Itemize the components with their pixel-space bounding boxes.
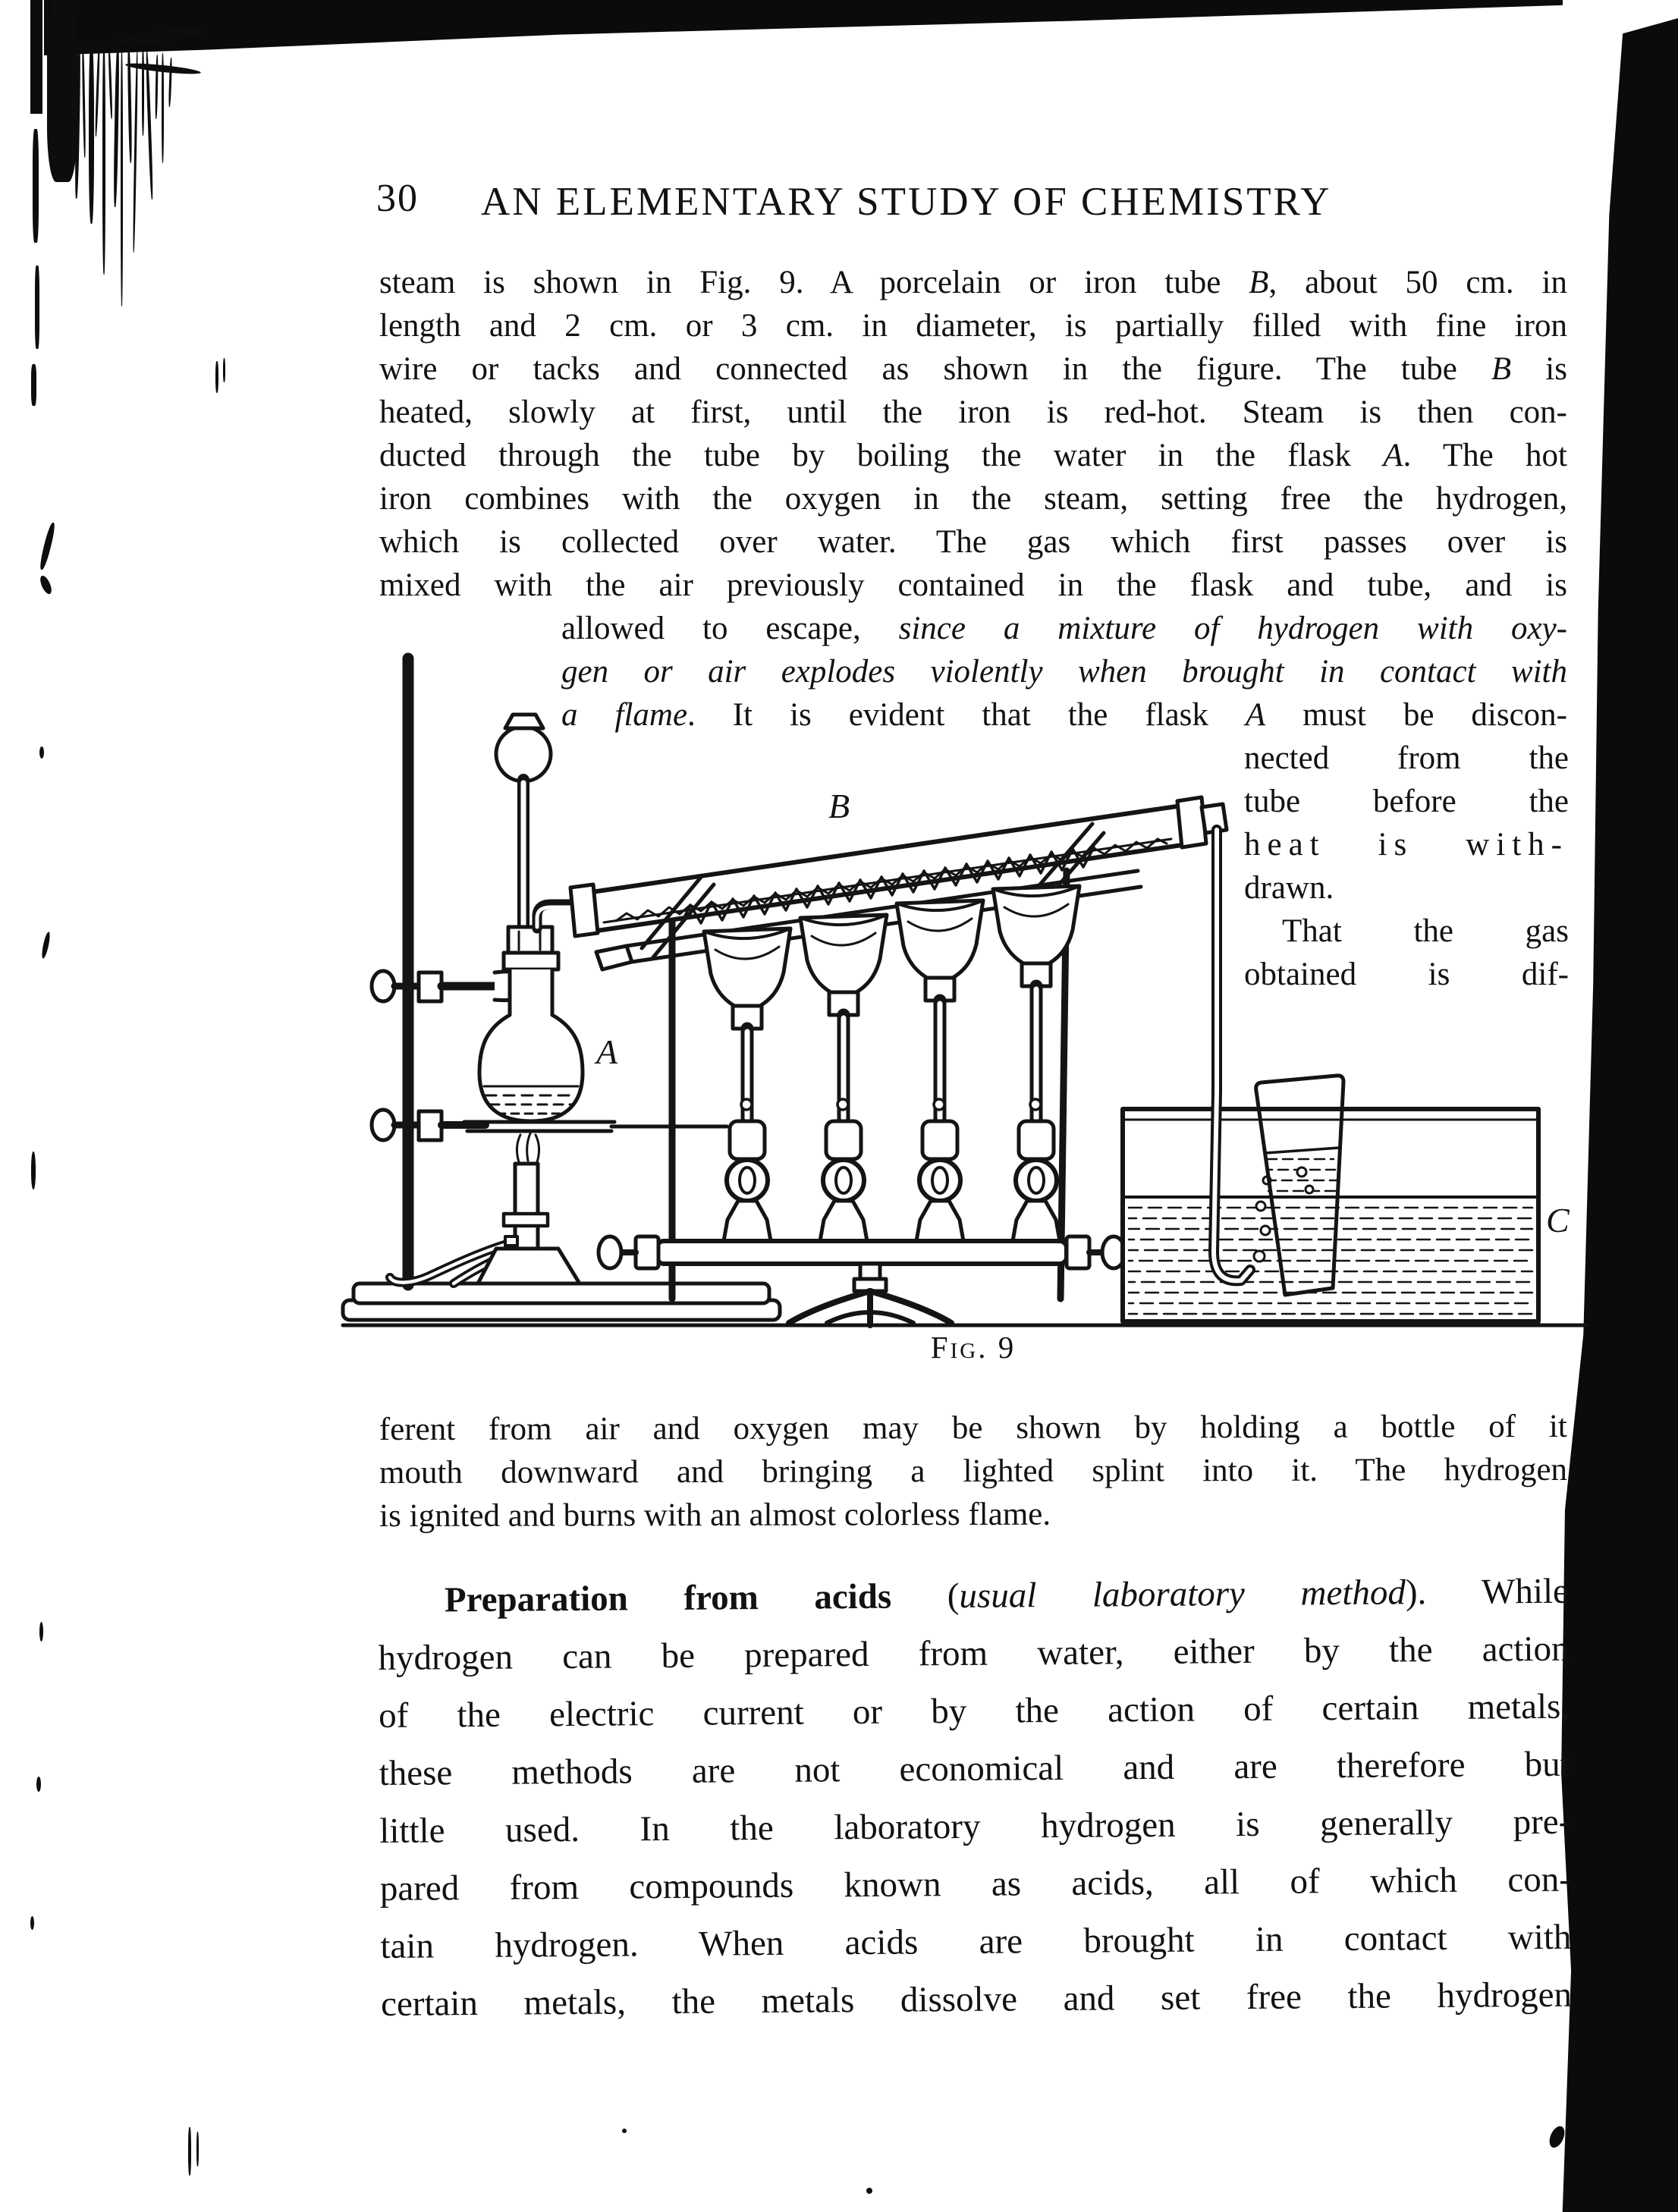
scan-mark: [40, 932, 51, 960]
scan-mark: [146, 52, 154, 200]
scan-mark: [1547, 2124, 1568, 2150]
scan-mark: [108, 47, 112, 119]
bunsen-burner: [390, 1132, 580, 1284]
text-line: gen or air explodes violently when brought in contact with: [561, 654, 1567, 690]
text-line: ferent from air and oxygen may be shown by holding a bottle of it: [379, 1408, 1567, 1448]
label-trough-c: C: [1546, 1201, 1570, 1240]
text-line: little used. In the laboratory hydrogen is generally pre-: [379, 1802, 1571, 1851]
text-line: heat is with-: [1244, 827, 1569, 862]
text-line: certain metals, the metals dissolve and set free the hydrogen: [380, 1975, 1573, 2024]
running-title: AN ELEMENTARY STUDY OF CHEMISTRY: [481, 180, 1332, 224]
scan-edge-top: [44, 0, 1563, 58]
text-line: wire or tacks and connected as shown in the figure. The tube B is: [379, 351, 1567, 387]
scan-mark: [30, 0, 42, 114]
scan-mark: [39, 1622, 43, 1642]
scan-mark: [31, 364, 36, 406]
scan-mark: [36, 1777, 41, 1792]
text-line: drawn.: [1244, 870, 1334, 906]
scan-mark: [30, 1916, 34, 1930]
scan-mark: [196, 2132, 199, 2166]
scan-mark: [142, 49, 144, 136]
scan-mark: [866, 2188, 872, 2194]
scan-mark: [89, 42, 94, 224]
flask-a-assembly: [479, 715, 583, 1121]
text-line: obtained is dif-: [1244, 957, 1569, 992]
scan-mark: [622, 2129, 627, 2133]
text-line: which is collected over water. The gas which first passes over is: [379, 524, 1567, 560]
scan-mark: [223, 358, 225, 382]
scan-mark: [47, 0, 77, 182]
text-line: hydrogen can be prepared from water, either by the action: [378, 1629, 1570, 1679]
text-line: is ignited and burns with an almost colorless flame.: [379, 1496, 1051, 1535]
scan-mark: [188, 2127, 191, 2176]
text-line: these methods are not economical and are therefore but: [379, 1744, 1570, 1794]
scan-mark: [33, 129, 39, 243]
paragraph-preparation-from-acids: [378, 1563, 1573, 2033]
paragraph-steam-method: [379, 261, 1567, 607]
scan-mark: [215, 361, 218, 393]
text-line: length and 2 cm. or 3 cm. in diameter, is partially filled with fine iron: [379, 308, 1567, 344]
label-flask-a: A: [596, 1032, 618, 1071]
text-line: nected from the: [1244, 740, 1569, 776]
text-line: mouth downward and bringing a lighted splint into it. The hydrogen: [379, 1451, 1568, 1491]
scan-mark: [113, 44, 120, 207]
label-tube-b: B: [828, 787, 850, 825]
figure-caption: Fig. 9: [930, 1330, 1017, 1365]
scan-mark: [38, 522, 56, 570]
scan-mark: [38, 574, 54, 595]
text-line: iron combines with the oxygen in the steam, setting free the hydrogen,: [379, 481, 1567, 517]
paragraph-after-figure: [379, 1405, 1567, 1538]
text-line: tube before the: [1244, 784, 1569, 819]
page-number: 30: [376, 177, 419, 220]
scan-mark: [168, 58, 172, 107]
text-line: That the gas: [1282, 913, 1569, 949]
tube-b: [570, 797, 1206, 957]
scan-mark: [133, 52, 139, 253]
text-line: of the electric current or by the action of certain metals,: [378, 1686, 1570, 1736]
retort-stand: [343, 658, 780, 1320]
scan-mark: [121, 49, 123, 306]
scan-mark: [35, 266, 39, 349]
text-line: a flame. It is evident that the flask A must be discon-: [561, 697, 1567, 733]
furnace-burners: [704, 886, 1079, 1241]
text-line: tain hydrogen. When acids are brought in contact with: [380, 1917, 1572, 1966]
scan-mark: [95, 46, 100, 137]
scan-mark: [39, 746, 44, 759]
scan-mark: [31, 1152, 36, 1189]
text-line: heated, slowly at first, until the iron is red-hot. Steam is then con-: [379, 394, 1567, 430]
text-line: pared from compounds known as acids, all of which con-: [379, 1859, 1572, 1909]
text-line: allowed to escape, since a mixture of hydrogen with oxy-: [561, 611, 1568, 646]
scan-mark: [82, 44, 86, 158]
text-line: ducted through the tube by boiling the water in the flask A. The hot: [379, 438, 1567, 473]
figure-9-apparatus: [334, 622, 1593, 1343]
text-line: Preparation from acids (usual laboratory method). While: [444, 1571, 1570, 1620]
text-line: mixed with the air previously contained in the flask and tube, and is: [379, 567, 1567, 603]
scan-mark: [102, 43, 105, 275]
text-line: steam is shown in Fig. 9. A porcelain or iron tube B, about 50 cm. in: [379, 265, 1567, 300]
